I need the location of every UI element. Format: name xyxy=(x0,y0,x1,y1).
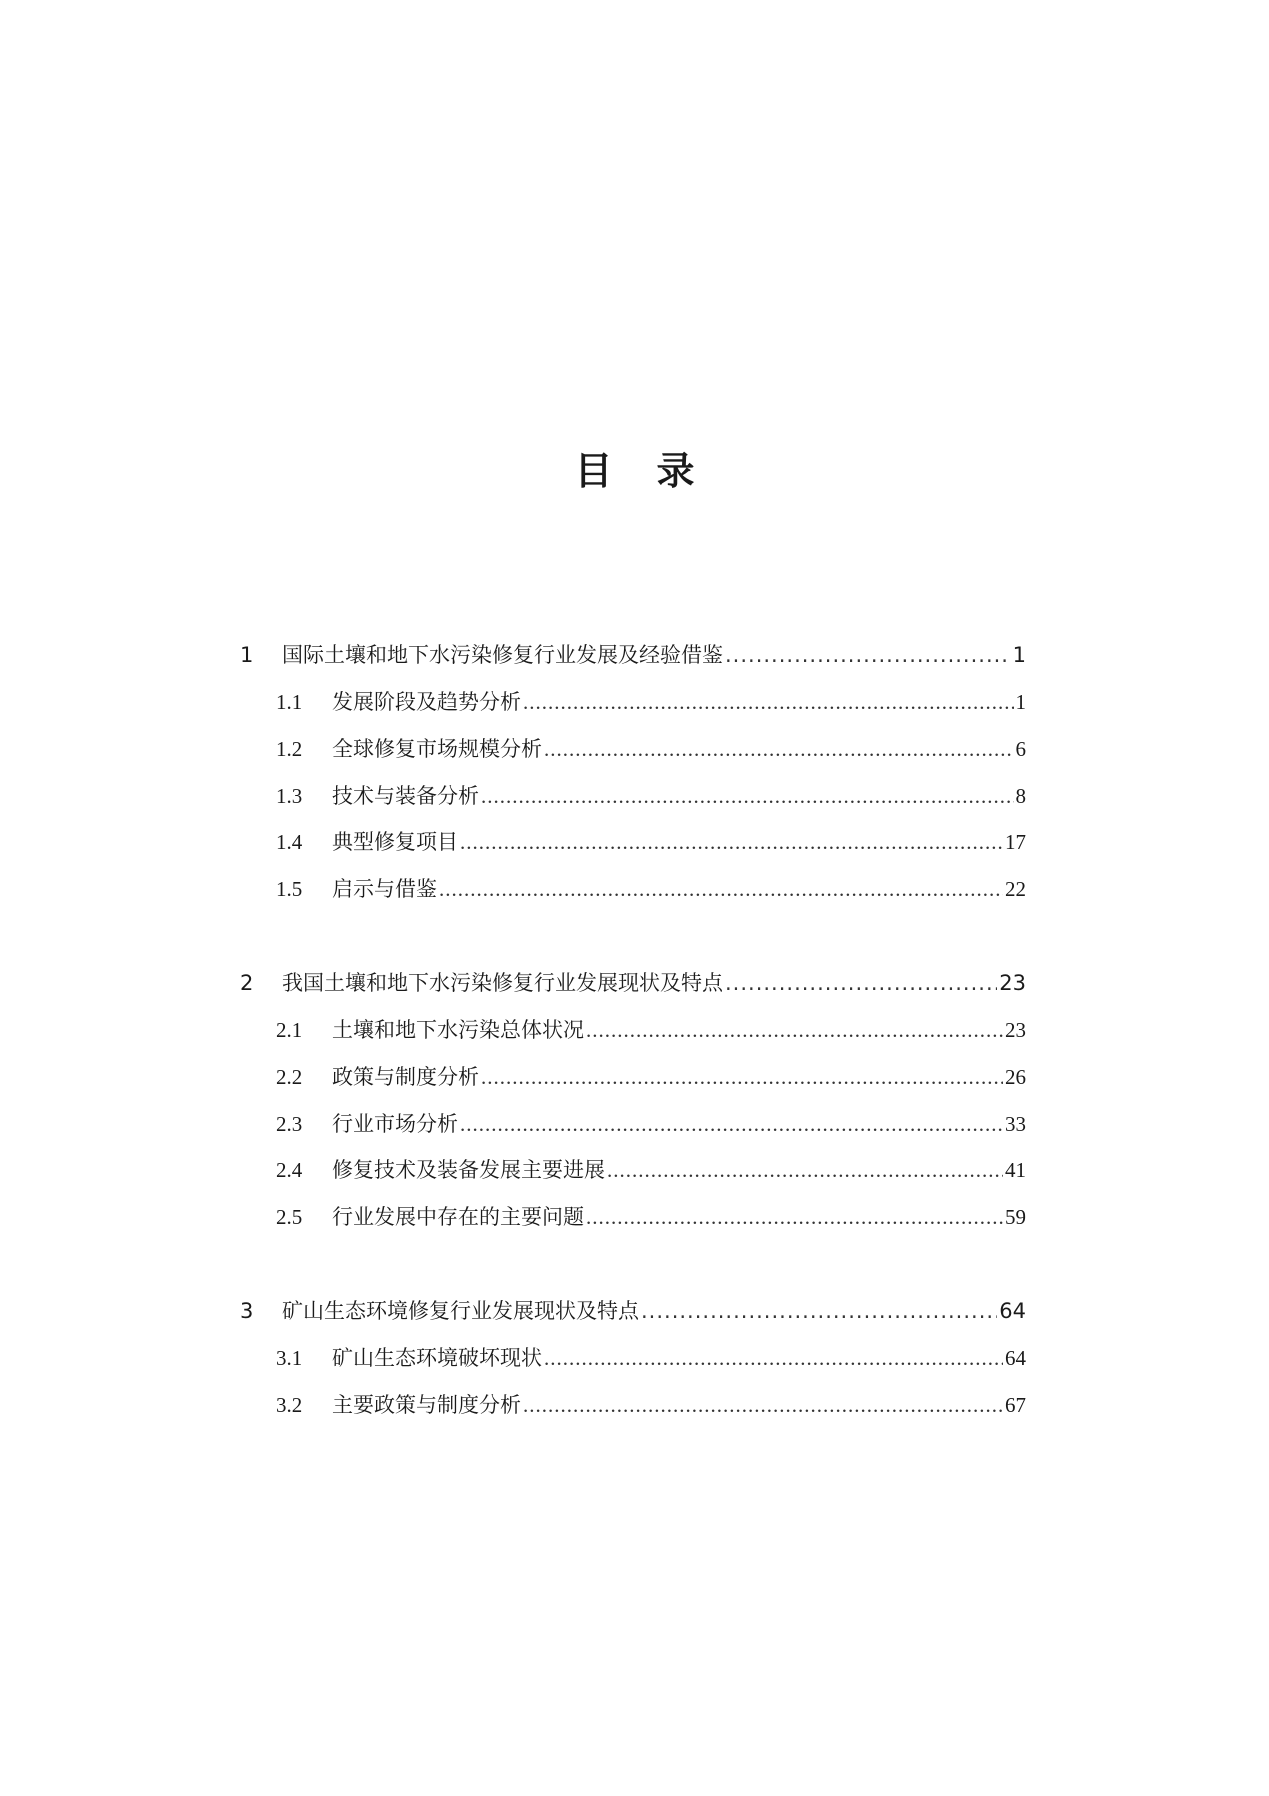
toc-title: 技术与装备分析 xyxy=(332,784,479,808)
toc-title: 启示与借鉴 xyxy=(332,877,437,901)
toc-number: 1.2 xyxy=(276,737,303,761)
toc-page-number: 33 xyxy=(1005,1112,1026,1136)
toc-section-2-2[interactable] xyxy=(276,1060,1026,1094)
toc-section-1-3[interactable] xyxy=(276,779,1026,813)
toc-leader xyxy=(481,779,1014,813)
toc-title: 全球修复市场规模分析 xyxy=(332,737,542,761)
toc-number: 2.2 xyxy=(276,1065,303,1089)
toc-leader xyxy=(523,1388,1003,1422)
toc-page-number: 8 xyxy=(1015,784,1026,808)
toc-title: 主要政策与制度分析 xyxy=(332,1393,521,1417)
toc-title: 矿山生态环境破坏现状 xyxy=(332,1346,542,1370)
toc-section-3-2[interactable] xyxy=(276,1388,1026,1422)
toc-title: 修复技术及装备发展主要进展 xyxy=(332,1158,605,1182)
toc-page-number: 64 xyxy=(1005,1346,1026,1370)
toc-number: 2.1 xyxy=(276,1018,303,1042)
toc-number: 2 xyxy=(240,971,254,995)
toc-section-1-2[interactable] xyxy=(276,732,1026,766)
toc-number: 1.5 xyxy=(276,877,303,901)
page-title-char: 录 xyxy=(656,448,695,493)
toc-title: 矿山生态环境修复行业发展现状及特点 xyxy=(282,1299,639,1323)
toc-leader xyxy=(481,1060,1003,1094)
toc-page-number: 26 xyxy=(1005,1065,1026,1089)
toc-number: 2.5 xyxy=(276,1205,303,1229)
toc-leader xyxy=(725,638,1011,672)
toc-page-number: 41 xyxy=(1005,1158,1026,1182)
toc-page-number: 1 xyxy=(1015,690,1026,714)
toc-title: 我国土壤和地下水污染修复行业发展现状及特点 xyxy=(282,971,723,995)
toc-chapter-2[interactable] xyxy=(240,966,1026,1000)
toc-leader xyxy=(460,1107,1003,1141)
toc-page-number: 59 xyxy=(1005,1205,1026,1229)
toc-leader xyxy=(439,872,1003,906)
toc-page-number: 23 xyxy=(999,971,1026,995)
toc-title: 典型修复项目 xyxy=(332,830,458,854)
toc-number: 3 xyxy=(240,1299,254,1323)
toc-leader xyxy=(586,1013,1003,1047)
toc-title: 行业市场分析 xyxy=(332,1112,458,1136)
toc-leader xyxy=(586,1200,1003,1234)
toc-title: 发展阶段及趋势分析 xyxy=(332,690,521,714)
toc-title: 土壤和地下水污染总体状况 xyxy=(332,1018,584,1042)
toc-section-2-5[interactable] xyxy=(276,1200,1026,1234)
toc-leader xyxy=(523,685,1014,719)
toc-leader xyxy=(544,1341,1003,1375)
toc-number: 1.4 xyxy=(276,830,303,854)
toc-page-number: 67 xyxy=(1005,1393,1026,1417)
toc-page-number: 17 xyxy=(1005,830,1026,854)
toc-section-3-1[interactable] xyxy=(276,1341,1026,1375)
toc-number: 1.1 xyxy=(276,690,303,714)
toc-leader xyxy=(725,966,997,1000)
toc-leader xyxy=(544,732,1014,766)
toc-section-2-4[interactable] xyxy=(276,1153,1026,1187)
toc-section-1-5[interactable] xyxy=(276,872,1026,906)
toc-title: 行业发展中存在的主要问题 xyxy=(332,1205,584,1229)
toc-title: 政策与制度分析 xyxy=(332,1065,479,1089)
toc-page-number: 64 xyxy=(999,1299,1026,1323)
toc-section-2-1[interactable] xyxy=(276,1013,1026,1047)
toc-page-number: 22 xyxy=(1005,877,1026,901)
toc-section-2-3[interactable] xyxy=(276,1107,1026,1141)
toc-number: 1 xyxy=(240,643,254,667)
toc-title: 国际土壤和地下水污染修复行业发展及经验借鉴 xyxy=(282,643,723,667)
toc-number: 3.2 xyxy=(276,1393,303,1417)
toc-page-number: 1 xyxy=(1012,643,1026,667)
toc-chapter-3[interactable] xyxy=(240,1294,1026,1328)
toc-section-1-4[interactable] xyxy=(276,825,1026,859)
toc-section-1-1[interactable] xyxy=(276,685,1026,719)
toc-chapter-1[interactable] xyxy=(240,638,1026,672)
toc-number: 2.4 xyxy=(276,1158,303,1182)
toc-leader xyxy=(460,825,1003,859)
toc-leader xyxy=(607,1153,1003,1187)
toc-leader xyxy=(641,1294,997,1328)
toc-number: 2.3 xyxy=(276,1112,303,1136)
toc-page-number: 23 xyxy=(1005,1018,1026,1042)
page-title-char: 目 xyxy=(574,448,613,493)
toc-number: 3.1 xyxy=(276,1346,303,1370)
toc-page-number: 6 xyxy=(1015,737,1026,761)
page-title xyxy=(0,440,1269,495)
toc-number: 1.3 xyxy=(276,784,303,808)
